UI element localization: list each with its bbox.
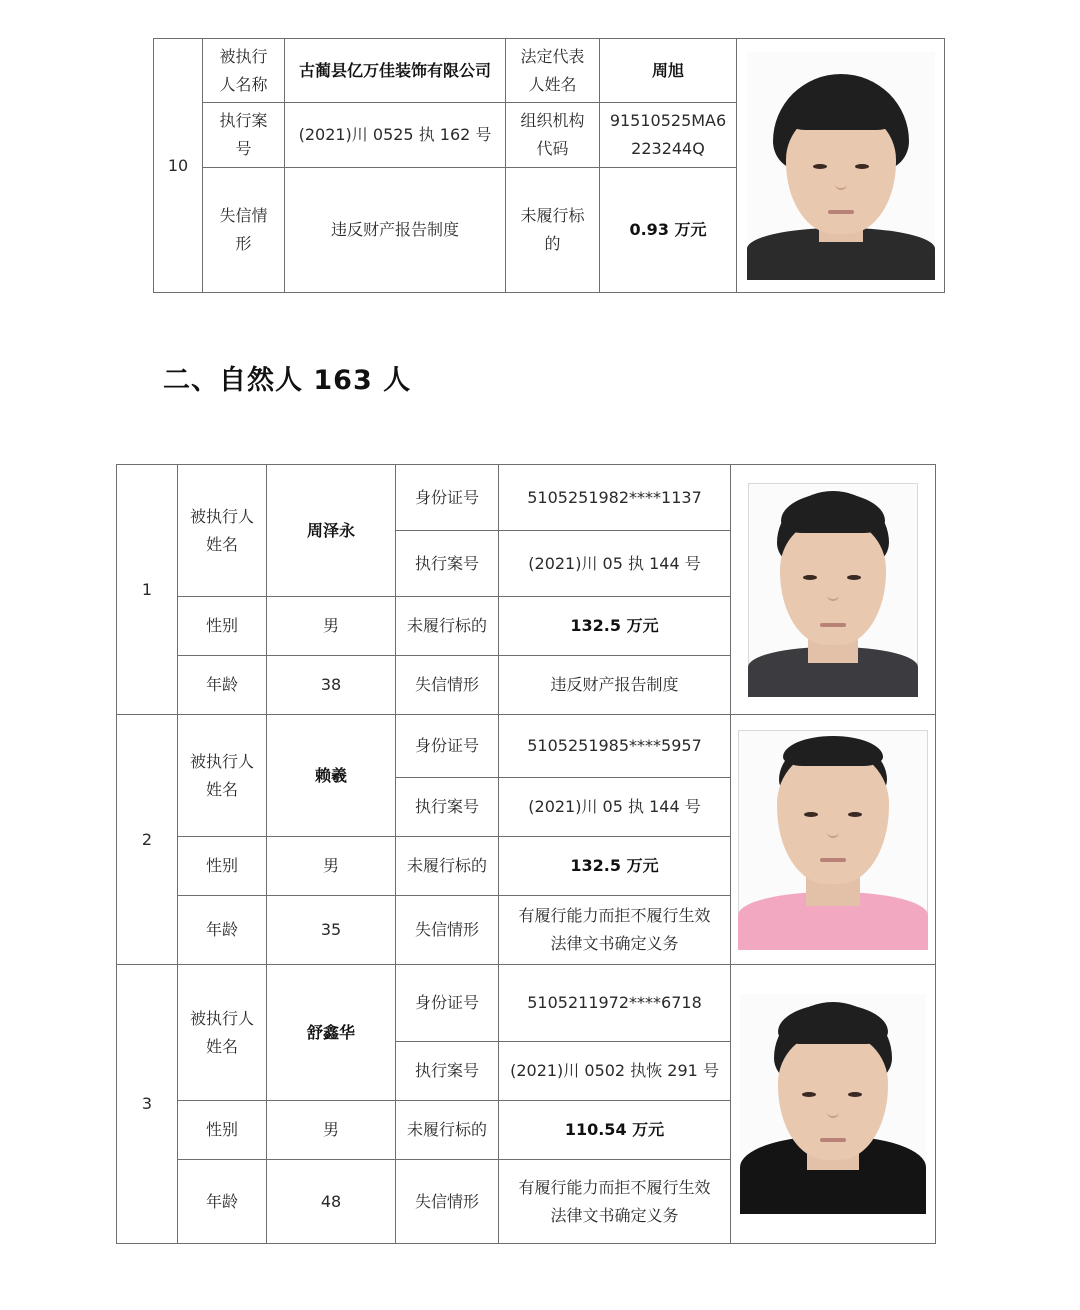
- label-id-no: 身份证号: [396, 715, 499, 778]
- section-heading: 二、自然人 163 人: [163, 365, 412, 396]
- label-unpaid: 未履行标的: [396, 837, 499, 896]
- person-name: 赖羲: [267, 715, 396, 837]
- label-gender: 性别: [178, 1101, 267, 1160]
- id-number: 5105211972****6718: [499, 965, 731, 1042]
- label-defendant-name: 被执行人 姓名: [178, 715, 267, 837]
- gender: 男: [267, 597, 396, 656]
- unpaid-amount: 132.5 万元: [499, 837, 731, 896]
- person-entry: [117, 465, 936, 715]
- id-number: 5105251982****1137: [499, 465, 731, 531]
- label-case-no: 执行案 号: [203, 103, 285, 168]
- company-defaulter-table: [153, 38, 945, 293]
- unpaid-amount: 0.93 万元: [600, 168, 737, 293]
- label-id-no: 身份证号: [396, 965, 499, 1042]
- unpaid-amount: 110.54 万元: [499, 1101, 731, 1160]
- label-situation: 失信情形: [396, 656, 499, 715]
- age: 38: [267, 656, 396, 715]
- label-gender: 性别: [178, 597, 267, 656]
- id-number: 5105251985****5957: [499, 715, 731, 778]
- gender: 男: [267, 1101, 396, 1160]
- portrait-photo: [740, 994, 926, 1214]
- person-name: 周泽永: [267, 465, 396, 597]
- gender: 男: [267, 837, 396, 896]
- label-org-code: 组织机构 代码: [506, 103, 600, 168]
- person-index: 1: [117, 465, 178, 715]
- label-age: 年龄: [178, 656, 267, 715]
- situation: 有履行能力而拒不履行生效 法律文书确定义务: [499, 1160, 731, 1244]
- label-defendant-name: 被执行 人名称: [203, 39, 285, 103]
- person-index: 2: [117, 715, 178, 965]
- org-code: 91510525MA6 223244Q: [600, 103, 737, 168]
- label-id-no: 身份证号: [396, 465, 499, 531]
- situation: 违反财产报告制度: [499, 656, 731, 715]
- case-number: (2021)川 05 执 144 号: [499, 778, 731, 837]
- persons-defaulter-table: [116, 464, 936, 1244]
- label-situation: 失信情 形: [203, 168, 285, 293]
- label-defendant-name: 被执行人 姓名: [178, 965, 267, 1101]
- label-case-no: 执行案号: [396, 778, 499, 837]
- age: 48: [267, 1160, 396, 1244]
- photo-cell: [737, 39, 945, 293]
- legal-rep-name: 周旭: [600, 39, 737, 103]
- case-number: (2021)川 0502 执恢 291 号: [499, 1042, 731, 1101]
- label-unpaid: 未履行标 的: [506, 168, 600, 293]
- label-case-no: 执行案号: [396, 531, 499, 597]
- label-unpaid: 未履行标的: [396, 597, 499, 656]
- photo-cell: [731, 465, 936, 715]
- label-situation: 失信情形: [396, 1160, 499, 1244]
- portrait-photo: [747, 52, 935, 280]
- label-gender: 性别: [178, 837, 267, 896]
- portrait-photo: [748, 483, 918, 697]
- label-unpaid: 未履行标的: [396, 1101, 499, 1160]
- person-index: 3: [117, 965, 178, 1244]
- company-name: 古蔺县亿万佳装饰有限公司: [285, 39, 506, 103]
- label-age: 年龄: [178, 896, 267, 965]
- label-legal-rep: 法定代表 人姓名: [506, 39, 600, 103]
- person-entry: [117, 715, 936, 965]
- person-name: 舒鑫华: [267, 965, 396, 1101]
- unpaid-amount: 132.5 万元: [499, 597, 731, 656]
- case-number: (2021)川 0525 执 162 号: [285, 103, 506, 168]
- photo-cell: [731, 965, 936, 1244]
- age: 35: [267, 896, 396, 965]
- portrait-photo: [738, 730, 928, 950]
- label-case-no: 执行案号: [396, 1042, 499, 1101]
- person-entry: [117, 965, 936, 1244]
- case-number: (2021)川 05 执 144 号: [499, 531, 731, 597]
- label-situation: 失信情形: [396, 896, 499, 965]
- entry-index: 10: [154, 39, 203, 293]
- situation: 有履行能力而拒不履行生效 法律文书确定义务: [499, 896, 731, 965]
- photo-cell: [731, 715, 936, 965]
- label-defendant-name: 被执行人 姓名: [178, 465, 267, 597]
- label-age: 年龄: [178, 1160, 267, 1244]
- situation: 违反财产报告制度: [285, 168, 506, 293]
